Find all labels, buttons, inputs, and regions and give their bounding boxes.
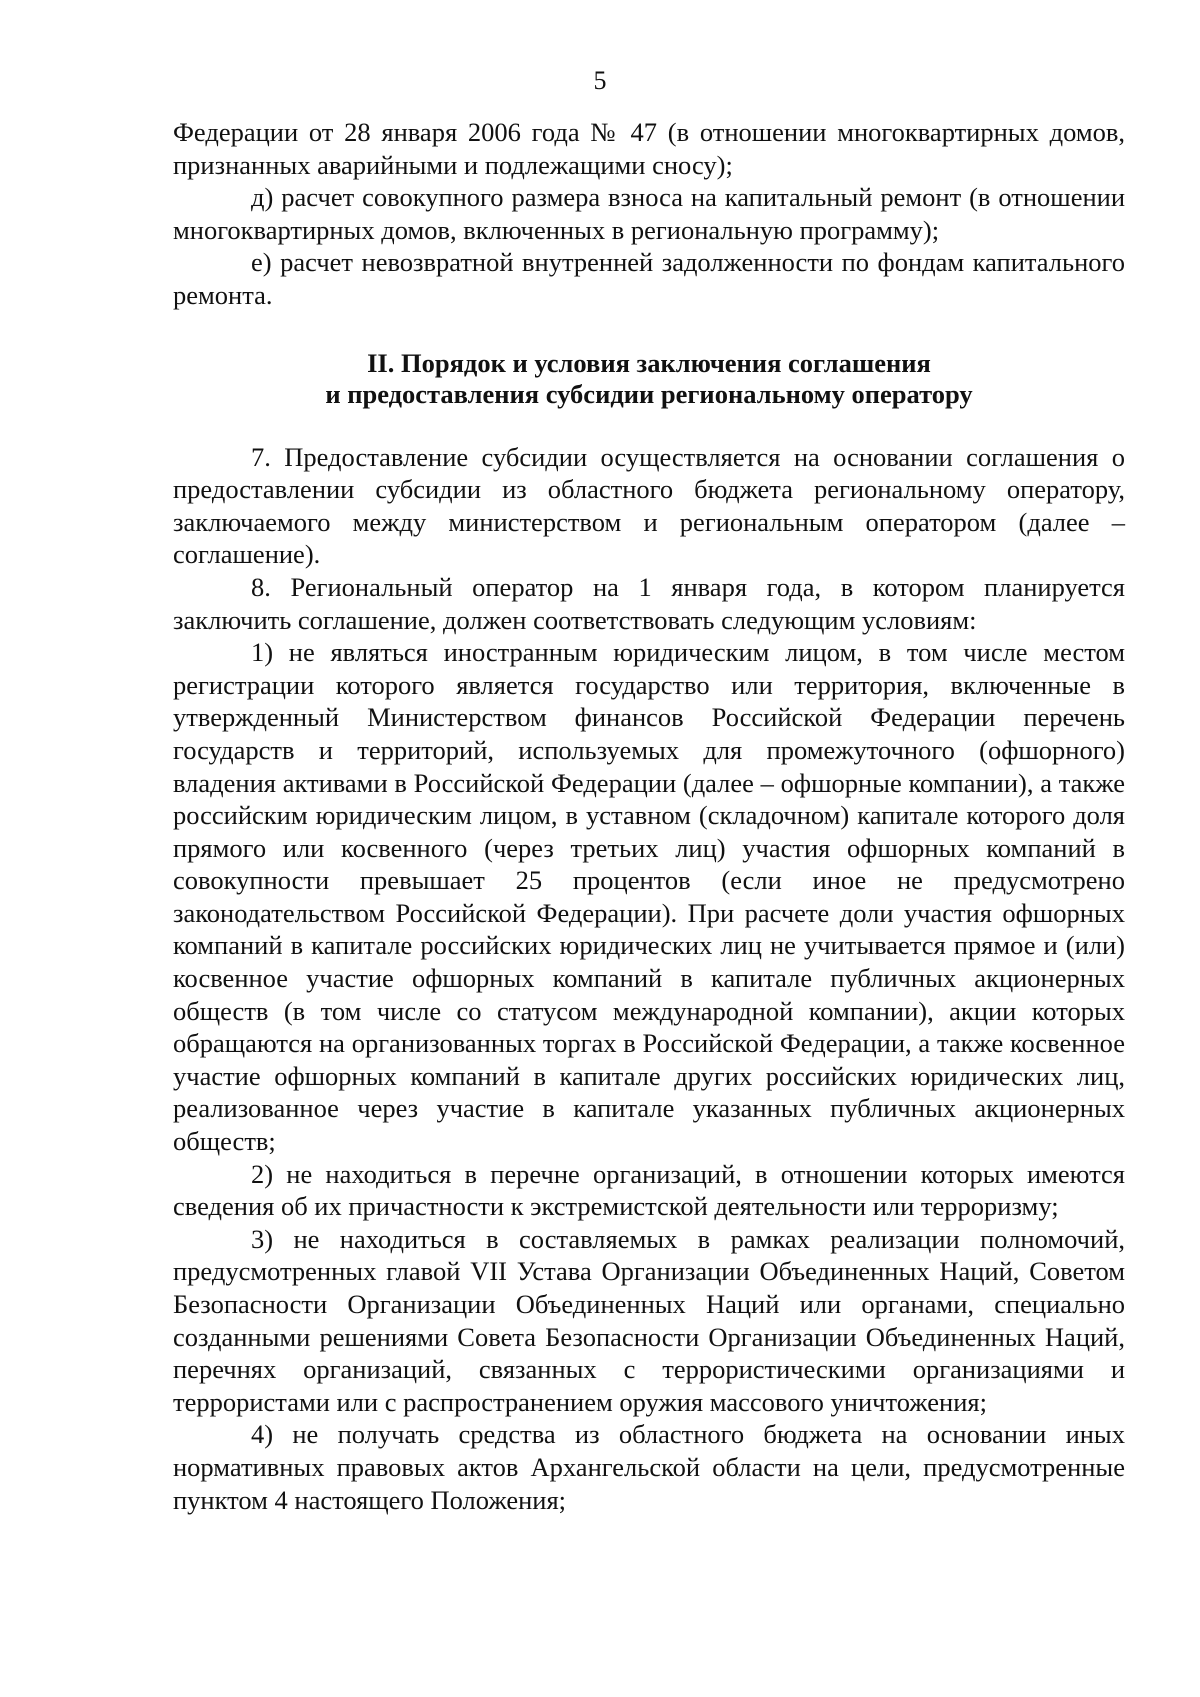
document-body xyxy=(173,116,1125,1516)
section-title-line-1: II. Порядок и условия заключения соглашения xyxy=(367,347,931,378)
condition-4: 4) не получать средства из областного бюджета на основании иных нормативных правовых актов Архангельской области на цели, предусмотренные пунктом 4 настоящего Положения; xyxy=(173,1419,1125,1515)
section-title xyxy=(173,348,1125,410)
condition-1: 1) не являться иностранным юридическим лицом, в том числе местом регистрации которого является государство или территория, включенные в утвержденный Министерством финансов Российской Федерации перечень государств и территорий, используемых для промежуточного (офшорного) владения активами в Российской Федерации (далее – офшорные компании), а также российским юридическим лицом, в уставном (складочном) капитале которого доля прямого или косвенного (через третьих лиц) участия офшорных компаний в совокупности превышает 25 процентов (если иное не предусмотрено законодательством Российской Федерации). При расчете доли участия офшорных компаний в капитале российских юридических лиц не учитывается прямое и (или) косвенное участие офшорных компаний в капитале публичных акционерных обществ (в том числе со статусом международной компании), акции которых обращаются на организованных торгах в Российской Федерации, а также косвенное участие офшорных компаний в капитале других российских юридических лиц, реализованное через участие в капитале указанных публичных акционерных обществ; xyxy=(173,637,1125,1157)
condition-3: 3) не находиться в составляемых в рамках реализации полномочий, предусмотренных главой VII Устава Организации Объединенных Наций, Советом Безопасности Организации Объединенных Наций или органами, специально созданными решениями Совета Безопасности Организации Объединенных Наций, перечнях организаций, связанных с террористическими организациями и террористами или с распространением оружия массового уничтожения; xyxy=(173,1223,1125,1417)
paragraph-item-d: д) расчет совокупного размера взноса на капитальный ремонт (в отношении многоквартирных домов, включенных в региональную программу); xyxy=(173,182,1125,245)
page-number: 5 xyxy=(593,66,607,95)
condition-2: 2) не находиться в перечне организаций, в отношении которых имеются сведения об их причастности к экстремистской деятельности или терроризму; xyxy=(173,1158,1125,1222)
paragraph-7: 7. Предоставление субсидии осуществляется на основании соглашения о предоставлении субсидии из областного бюджета региональному оператору, заключаемого между министерством и региональным оператором (далее – соглашение). xyxy=(173,441,1125,570)
paragraph-item-e: е) расчет невозвратной внутренней задолженности по фондам капитального ремонта. xyxy=(173,247,1125,310)
paragraph-8: 8. Региональный оператор на 1 января года, в котором планируется заключить соглашение, должен соответствовать следующим условиям: xyxy=(173,571,1125,635)
paragraph-continuation: Федерации от 28 января 2006 года № 47 (в отношении многоквартирных домов, признанных аварийными и подлежащими сносу); xyxy=(173,117,1125,180)
section-title-line-2: и предоставления субсидии региональному оператору xyxy=(325,378,973,409)
